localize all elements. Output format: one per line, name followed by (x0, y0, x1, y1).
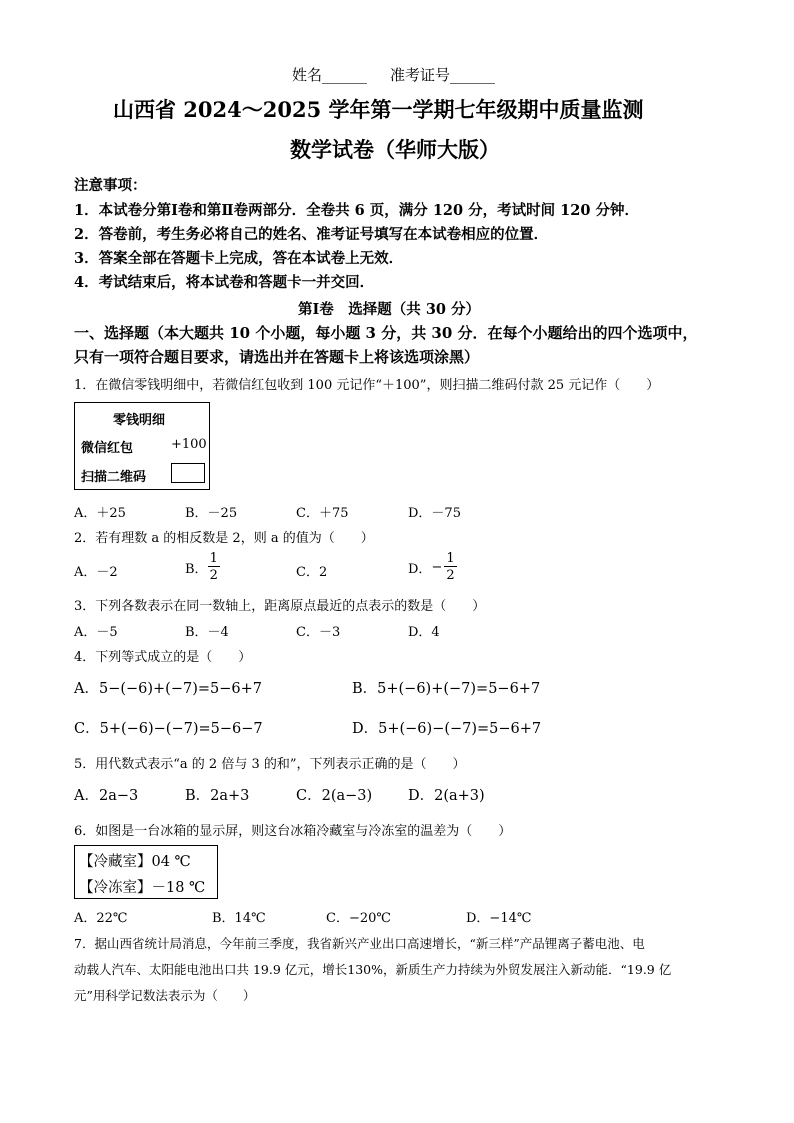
q1-wallet-figure (74, 402, 210, 490)
question-3-text: 3．下列各数表示在同一数轴上，距离原点最近的点表示的数是（ ） (74, 599, 486, 614)
q6-figure-line-2: 【冷冻室】－18 ℃ (79, 880, 206, 896)
notes-heading: 注意事项： (74, 177, 147, 194)
q2-option-b-numerator: 1 (209, 551, 218, 566)
q2-option-b-fraction (208, 552, 220, 582)
q4-option-b: B．5+(−6)+(−7)=5−6+7 (352, 681, 541, 697)
q2-option-d-numerator: 1 (446, 551, 455, 566)
q4-option-d: D．5+(−6)−(−7)=5−6+7 (352, 721, 542, 737)
q2-option-a: A．－2 (74, 565, 118, 580)
q6-option-c: C．−20℃ (326, 911, 391, 926)
q3-option-b: B．－4 (185, 625, 229, 640)
q1-option-b: B．－25 (185, 506, 238, 521)
page-subtitle: 数学试卷（华师大版） (290, 137, 500, 162)
question-5-text: 5．用代数式表示“a 的 2 倍与 3 的和”，下列表示正确的是（ ） (74, 757, 466, 772)
q2-option-b-denominator: 2 (209, 568, 218, 583)
q4-option-a: A．5−(−6)+(−7)=5−6+7 (74, 681, 262, 697)
q4-option-c: C．5+(−6)−(−7)=5−6−7 (74, 721, 263, 737)
q2-option-d-denominator: 2 (446, 568, 455, 583)
q3-option-c: C．－3 (296, 625, 341, 640)
name-field-label: 姓名______ (292, 66, 368, 84)
section-intro-line-2: 只有一项符合题目要求，请选出并在答题卡上将该选项涂黑） (74, 348, 480, 366)
question-1-text: 1．在微信零钱明细中，若微信红包收到 100 元记作“＋100”，则扫描二维码付款 25 元记作（ ） (74, 378, 660, 393)
question-7-line-1: 7．据山西省统计局消息，今年前三季度，我省新兴产业出口高速增长，“新三样”产品锂离子蓄电池、电 (74, 936, 645, 951)
q2-option-d (408, 552, 457, 582)
question-7-line-2: 动载人汽车、太阳能电池出口共 19.9 亿元，增长130%，新质生产力持续为外贸发展注入新动能．“19.9 亿 (74, 962, 672, 977)
question-6-text: 6．如图是一台冰箱的显示屏，则这台冰箱冷藏室与冷冻室的温差为（ ） (74, 824, 512, 839)
q2-option-d-sign: − (431, 559, 443, 575)
q6-figure-line-1: 【冷藏室】04 ℃ (79, 854, 191, 870)
q1-figure-row1-label: 微信红包 (81, 441, 134, 456)
section-title: 第Ⅰ卷 选择题（共 30 分） (298, 301, 481, 318)
q6-option-d: D．−14℃ (466, 911, 532, 926)
question-2-text: 2．若有理数 a 的相反数是 2，则 a 的值为（ ） (74, 531, 374, 546)
q1-option-c: C．＋75 (296, 506, 349, 521)
q1-option-d: D．－75 (408, 506, 461, 521)
q1-figure-blank-box (171, 463, 205, 483)
note-item-4: 4．考试结束后，将本试卷和答题卡一并交回． (74, 274, 375, 291)
q5-option-b: B．2a+3 (185, 788, 250, 804)
q5-option-c: C．2(a−3) (296, 788, 373, 804)
q2-option-b (185, 552, 220, 582)
exam-id-field-label: 准考证号______ (390, 66, 496, 84)
note-item-1: 1．本试卷分第Ⅰ卷和第Ⅱ卷两部分．全卷共 6 页，满分 120 分，考试时间 120 分钟． (74, 202, 640, 219)
question-4-text: 4．下列等式成立的是（ ） (74, 650, 252, 665)
question-7-line-3: 元”用科学记数法表示为（ ） (74, 988, 256, 1003)
q1-figure-row2-label: 扫描二维码 (81, 470, 147, 485)
q6-fridge-display-figure (74, 845, 218, 899)
page-title: 山西省 2024～2025 学年第一学期七年级期中质量监测 (113, 97, 644, 122)
q3-option-d: D．4 (408, 625, 440, 640)
q3-option-a: A．－5 (74, 625, 118, 640)
section-intro-line-1: 一、选择题（本大题共 10 个小题，每小题 3 分，共 30 分．在每个小题给出的四个选项中， (74, 324, 698, 342)
q5-option-d: D．2(a+3) (408, 788, 485, 804)
q2-option-d-fraction (444, 552, 456, 582)
q2-option-b-label: B． (185, 561, 208, 577)
q1-figure-title: 零钱明细 (113, 413, 166, 428)
q2-option-d-label: D． (408, 561, 432, 577)
q5-option-a: A．2a−3 (74, 788, 139, 804)
note-item-3: 3．答案全部在答题卡上完成，答在本试卷上无效． (74, 250, 404, 267)
q2-option-c: C．2 (296, 565, 328, 580)
q6-option-b: B．14℃ (212, 911, 266, 926)
q6-option-a: A．22℃ (74, 911, 128, 926)
q1-option-a: A．＋25 (74, 506, 126, 521)
q1-figure-row1-value: +100 (171, 437, 207, 452)
note-item-2: 2．答卷前，考生务必将自己的姓名、准考证号填写在本试卷相应的位置． (74, 226, 549, 243)
